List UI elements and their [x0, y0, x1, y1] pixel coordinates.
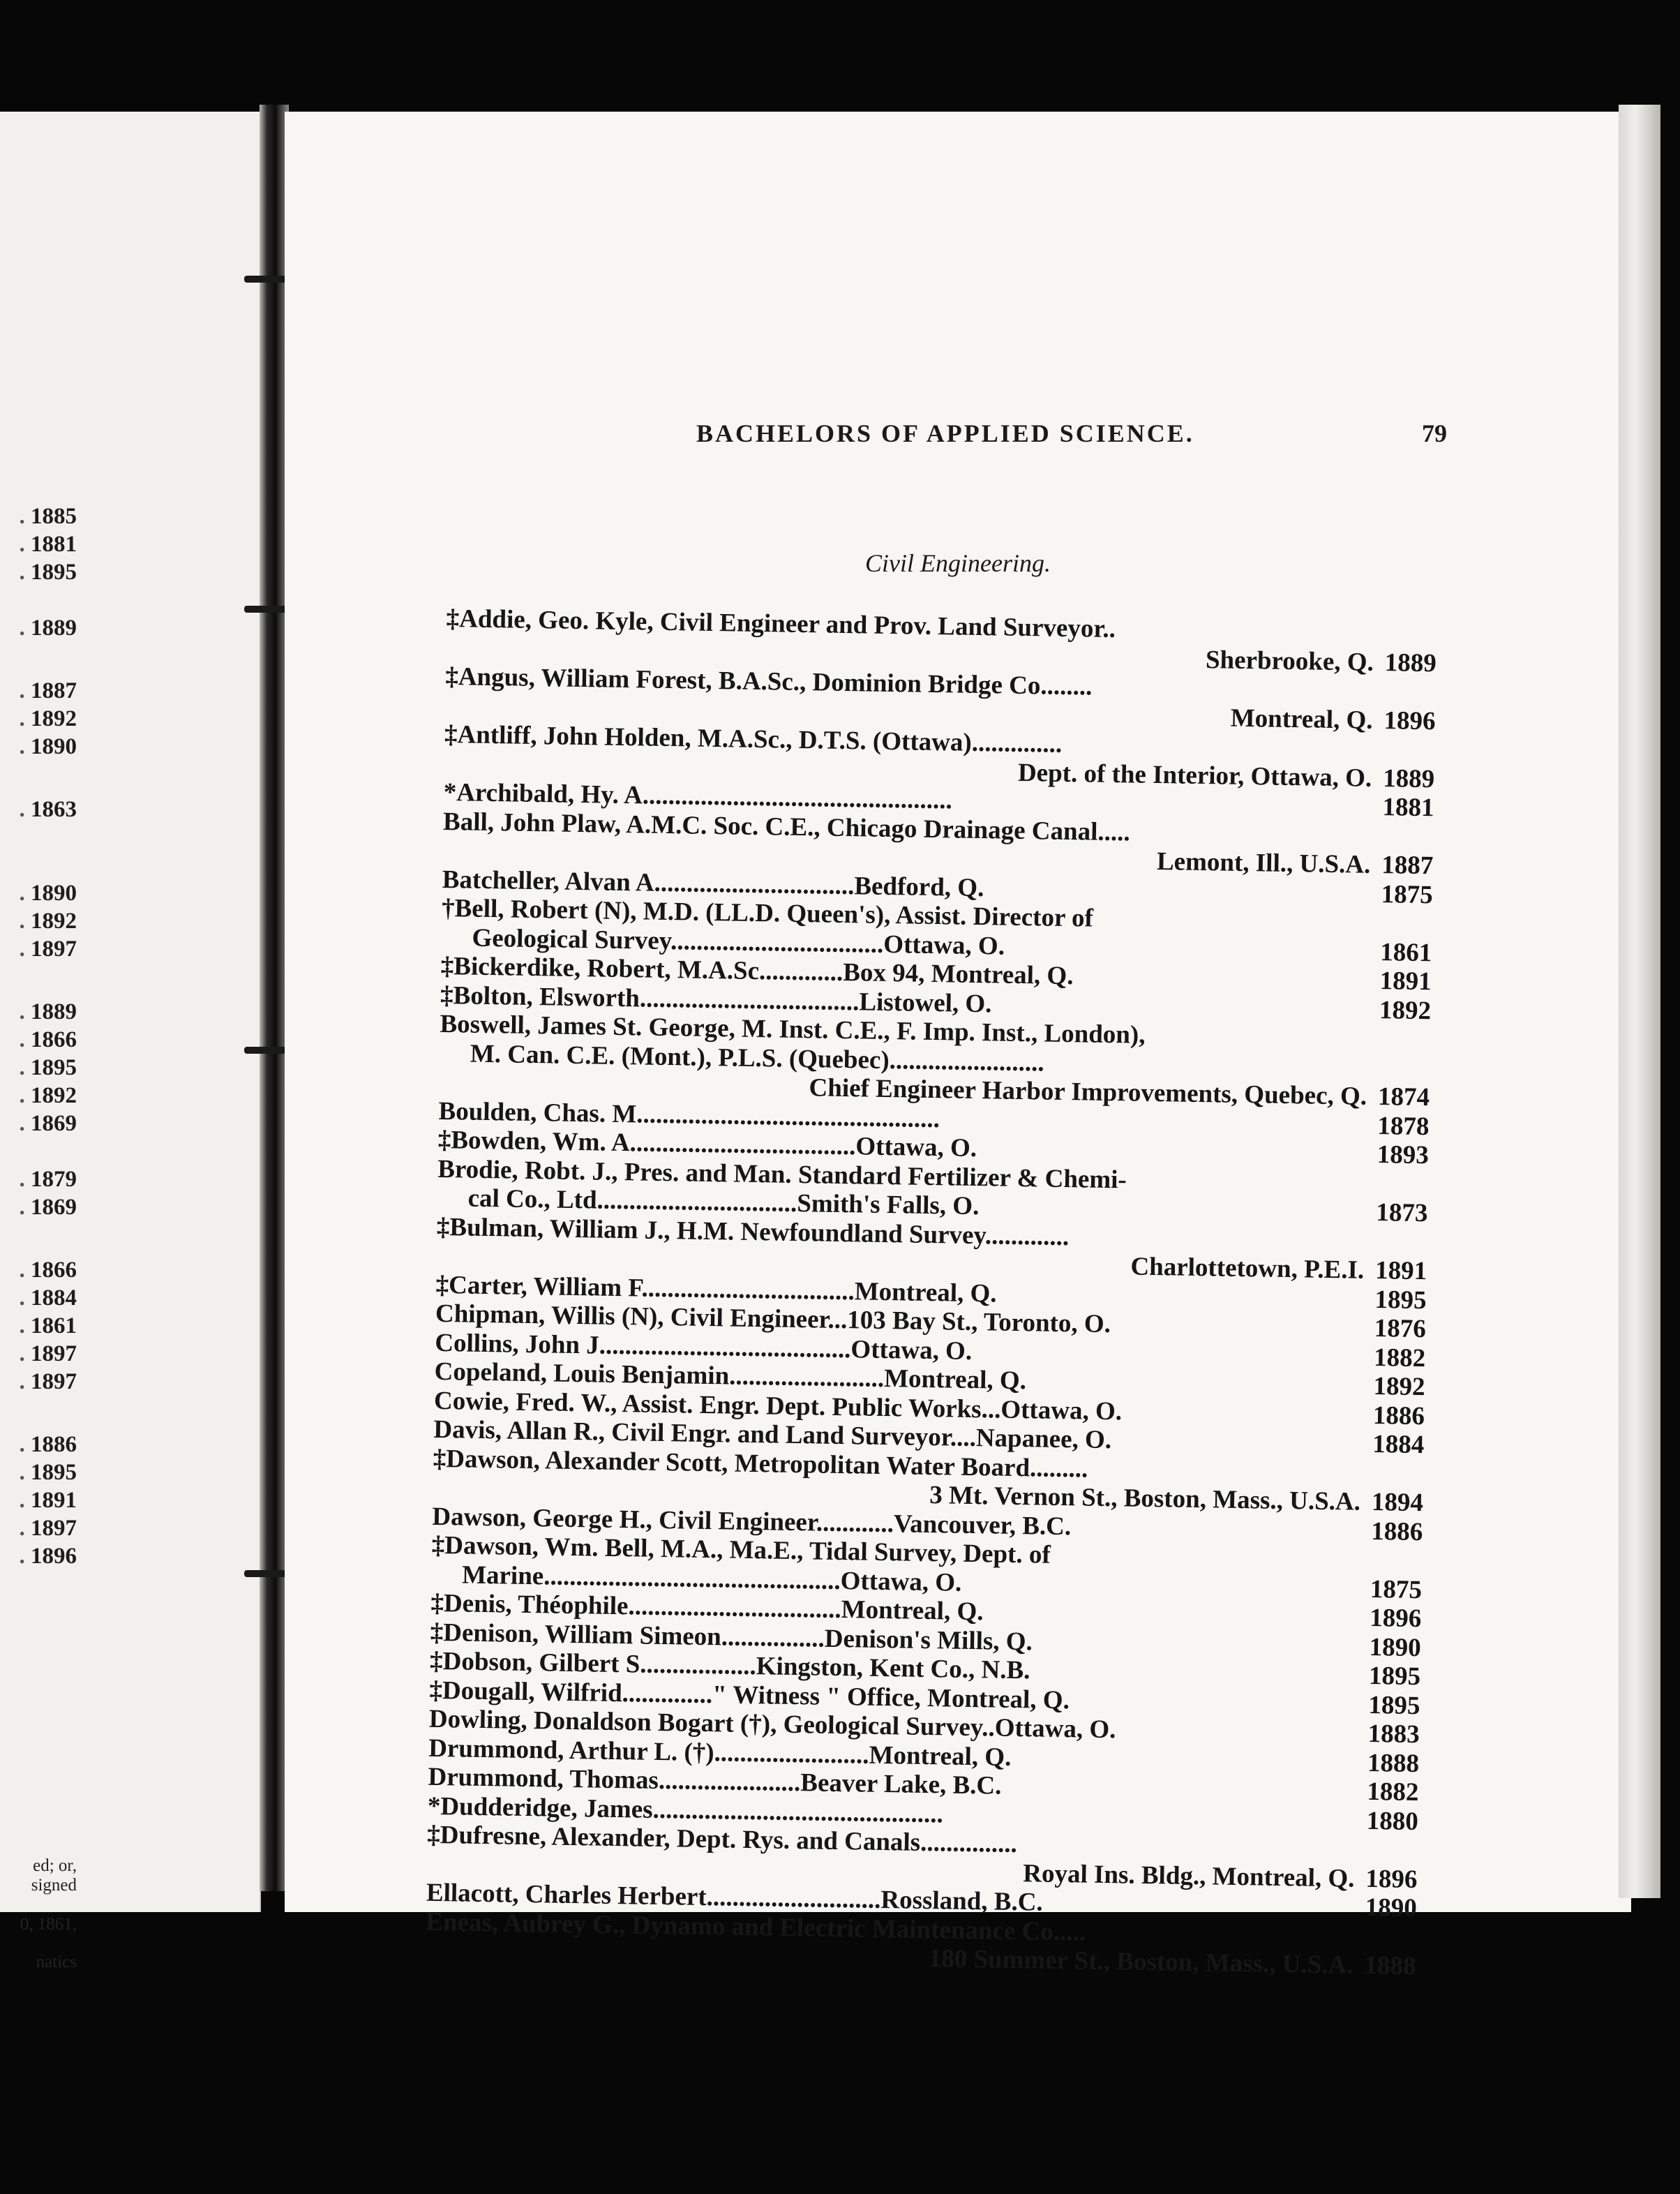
entry-text: Geological Survey.................................Ottawa, O. — [472, 923, 1005, 961]
entry-text: ‡Addie, Geo. Kyle, Civil Engineer and Prov. Land Surveyor.. — [446, 604, 1116, 644]
entry-location: Dept. of the Interior, Ottawa, O. — [1017, 758, 1372, 793]
entry-text: ‡Bulman, William J., H.M. Newfoundland Survey............. — [436, 1212, 1070, 1251]
entry-year: 1888 — [1367, 1748, 1420, 1778]
entry-text: ‡Angus, William Forest, B.A.Sc., Dominion Bridge Co........ — [445, 662, 1093, 701]
previous-page-year: . 1892 — [20, 1083, 77, 1109]
previous-page-year: . 1897 — [20, 1341, 77, 1367]
entry-text: ‡Denis, Théophile.................................Montreal, Q. — [430, 1588, 984, 1627]
entry-year: 1880 — [1366, 1806, 1419, 1836]
page-number: 79 — [1422, 419, 1447, 447]
entry-year: 1886 — [1372, 1401, 1425, 1431]
entry-location: 3 Mt. Vernon St., Boston, Mass., U.S.A. — [929, 1481, 1361, 1516]
entry-year: 1874 — [1377, 1082, 1430, 1112]
previous-page-year: . 1890 — [20, 881, 77, 906]
entry-year: 1895 — [1368, 1690, 1420, 1720]
entry-location: Charlottetown, P.E.I. — [1130, 1252, 1365, 1285]
entry-text: ‡Denison, William Simeon................Denison's Mills, Q. — [430, 1618, 1033, 1656]
entry-text: ‡Carter, William F.................................Montreal, Q. — [435, 1270, 997, 1308]
entry-text: Copeland, Louis Benjamin........................Montreal, Q. — [434, 1357, 1027, 1396]
entry-text: †Bell, Robert (N), M.D. (LL.D. Queen's), Assist. Director of — [441, 893, 1094, 933]
entry-year: 1894 — [1371, 1487, 1424, 1518]
previous-page-year: . 1892 — [20, 909, 77, 934]
entry-text: *Archibald, Hy. A................................................ — [443, 777, 953, 815]
entry-text: M. Can. C.E. (Mont.), P.L.S. (Quebec)........................ — [470, 1039, 1045, 1077]
entry-text: Marine..............................................Ottawa, O. — [461, 1560, 962, 1597]
entry-text: Eneas, Aubrey G., Dynamo and Electric Maintenance Co..... — [426, 1907, 1086, 1947]
entry-year: 1882 — [1367, 1777, 1419, 1807]
graduate-list — [425, 604, 1437, 1981]
entry-year: 1888 — [1364, 1950, 1416, 1981]
entry-text: Ellacott, Charles Herbert...........................Rossland, B.C. — [426, 1878, 1044, 1917]
previous-page-year: . 1866 — [20, 1258, 77, 1283]
entry-location: Chief Engineer Harbor Improvements, Quebec, Q. — [809, 1073, 1367, 1111]
entry-year: 1895 — [1374, 1285, 1427, 1315]
entry-year: 1875 — [1370, 1574, 1423, 1604]
entry-text: Batcheller, Alvan A...............................Bedford, Q. — [442, 865, 984, 902]
previous-page-year: . 1889 — [20, 999, 77, 1025]
entry-year: 1881 — [1382, 793, 1434, 823]
previous-page-year: . 1895 — [20, 560, 77, 585]
previous-page-note-fragment: signed — [31, 1876, 77, 1895]
entry-text: Collins, John J.......................................Ottawa, O. — [435, 1328, 973, 1366]
entry-text: Brodie, Robt. J., Pres. and Man. Standard Fertilizer & Chemi- — [437, 1154, 1127, 1194]
entry-year: 1892 — [1373, 1372, 1425, 1402]
previous-page-year: . 1886 — [20, 1432, 77, 1458]
entry-text: Davis, Allan R., Civil Engr. and Land Surveyor....Napanee, O. — [433, 1415, 1112, 1455]
previous-page-year: . 1884 — [20, 1285, 77, 1311]
entry-year: 1883 — [1367, 1719, 1420, 1749]
previous-page-year: . 1889 — [20, 615, 77, 641]
entry-year: 1876 — [1374, 1314, 1427, 1344]
previous-page-year: . 1866 — [20, 1027, 77, 1053]
entry-text: ‡Bowden, Wm. A...................................Ottawa, O. — [437, 1125, 977, 1163]
entry-location: Lemont, Ill., U.S.A. — [1156, 847, 1371, 879]
entry-year: 1896 — [1383, 706, 1436, 736]
entry-year: 1896 — [1370, 1603, 1422, 1634]
previous-page-year: . 1879 — [20, 1167, 77, 1193]
entry-text: Boswell, James St. George, M. Inst. C.E., F. Imp. Inst., London), — [440, 1009, 1146, 1050]
entry-text: Chipman, Willis (N), Civil Engineer...103 Bay St., Toronto, O. — [435, 1299, 1111, 1339]
entry-year: 1889 — [1382, 763, 1435, 793]
entry-text: cal Co., Ltd...............................Smith's Falls, O. — [467, 1184, 980, 1221]
previous-page-year: . 1895 — [20, 1460, 77, 1486]
page-header — [285, 419, 1631, 461]
previous-page-year: . 1892 — [20, 706, 77, 732]
previous-page-year: . 1881 — [20, 532, 77, 558]
entry-year: 1892 — [1379, 995, 1432, 1025]
previous-page-note-fragment: 0, 1861, — [20, 1915, 77, 1934]
entry-text: ‡Dougall, Wilfrid.............." Witness " Office, Montreal, Q. — [429, 1676, 1070, 1715]
previous-page-year: . 1896 — [20, 1544, 77, 1569]
previous-page-year: . 1885 — [20, 504, 77, 530]
entry-location: Montreal, Q. — [1230, 703, 1373, 735]
book-page — [285, 112, 1631, 1981]
entry-text: ‡Dawson, Alexander Scott, Metropolitan Water Board......... — [433, 1444, 1088, 1484]
entry-year: 1895 — [1368, 1661, 1421, 1692]
entry-year: 1893 — [1377, 1140, 1430, 1170]
entry-text: Boulden, Chas. M............................................... — [438, 1096, 940, 1133]
entry-text: ‡Bolton, Elsworth..................................Listowel, O. — [440, 980, 992, 1018]
entry-text: ‡Dawson, Wm. Bell, M.A., Ma.E., Tidal Survey, Dept. of — [431, 1530, 1051, 1569]
entry-location: Sherbrooke, Q. — [1205, 645, 1374, 677]
entry-year: 1875 — [1381, 879, 1433, 909]
entry-text: Cowie, Fred. W., Assist. Engr. Dept. Public Works...Ottawa, O. — [433, 1386, 1123, 1426]
entry-year: 1891 — [1379, 967, 1432, 997]
entry-year: 1891 — [1374, 1256, 1427, 1286]
entry-text: Dawson, George H., Civil Engineer............Vancouver, B.C. — [432, 1502, 1072, 1541]
entry-text: ‡Antliff, John Holden, M.A.Sc., D.T.S. (Ottawa).............. — [444, 719, 1063, 759]
entry-text: Drummond, Thomas......................Beaver Lake, B.C. — [428, 1762, 1002, 1800]
running-head: BACHELORS OF APPLIED SCIENCE. — [696, 419, 1194, 447]
entry-year: 1887 — [1381, 851, 1434, 881]
previous-page-year: . 1863 — [20, 797, 77, 823]
entry-text: ‡Dufresne, Alexander, Dept. Rys. and Canals............... — [426, 1820, 1018, 1859]
previous-page-year: . 1861 — [20, 1313, 77, 1339]
entry-location: Royal Ins. Bldg., Montreal, Q. — [1023, 1858, 1355, 1893]
previous-page-year: . 1897 — [20, 1516, 77, 1542]
section-title: Civil Engineering. — [865, 549, 1051, 577]
entry-year: 1878 — [1377, 1111, 1430, 1141]
entry-year: 1882 — [1373, 1343, 1426, 1373]
entry-year: 1890 — [1369, 1632, 1422, 1662]
previous-page-year: . 1869 — [20, 1195, 77, 1221]
page-edge — [1619, 105, 1660, 1898]
entry-text: Drummond, Arthur L. (†)........................Montreal, Q. — [428, 1733, 1012, 1772]
previous-page-year: . 1897 — [20, 936, 77, 962]
entry-text: ‡Dobson, Gilbert S..................Kingston, Kent Co., N.B. — [429, 1646, 1030, 1685]
entry-year: 1896 — [1365, 1864, 1418, 1894]
previous-page-year: . 1869 — [20, 1111, 77, 1137]
entry-year: 1890 — [1365, 1893, 1418, 1923]
previous-page-year: . 1891 — [20, 1488, 77, 1514]
previous-page-note-fragment: natics — [36, 1953, 77, 1971]
entry-text: ‡Bickerdike, Robert, M.A.Sc.............Box 94, Montreal, Q. — [440, 951, 1074, 991]
entry-year: 1861 — [1380, 937, 1432, 967]
entry-text: *Dudderidge, James............................................. — [427, 1791, 944, 1828]
previous-page — [0, 112, 261, 1971]
entry-text: Dowling, Donaldson Bogart (†), Geological Survey..Ottawa, O. — [428, 1704, 1116, 1745]
previous-page-year: . 1895 — [20, 1055, 77, 1081]
entry-year: 1873 — [1376, 1198, 1428, 1228]
previous-page-year: . 1887 — [20, 678, 77, 704]
entry-year: 1886 — [1370, 1516, 1423, 1546]
previous-page-year: . 1897 — [20, 1369, 77, 1395]
entry-year: 1889 — [1384, 648, 1437, 678]
previous-page-year: . 1890 — [20, 734, 77, 760]
entry-text: Ball, John Plaw, A.M.C. Soc. C.E., Chicago Drainage Canal..... — [442, 807, 1131, 846]
entry-location: 180 Summer St., Boston, Mass., U.S.A. — [928, 1944, 1353, 1980]
previous-page-note-fragment: ed; or, — [33, 1856, 77, 1875]
entry-year: 1884 — [1372, 1429, 1425, 1460]
